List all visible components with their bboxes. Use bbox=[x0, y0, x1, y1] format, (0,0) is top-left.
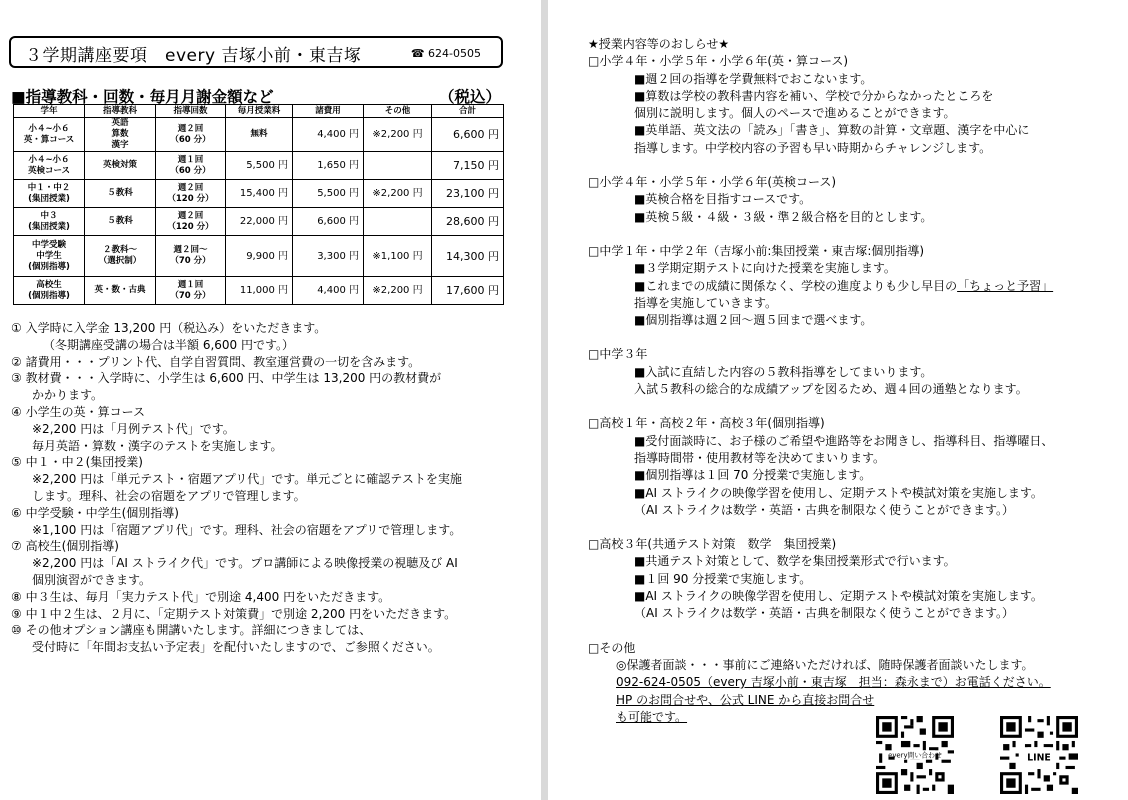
note-line: 受付時に「年間お支払い予定表」を配付いたしますので、ご参照ください。 bbox=[32, 640, 440, 655]
cell-tuition: 5,500 円 bbox=[226, 152, 293, 180]
section-line: 指導を実施していきます。 bbox=[634, 295, 778, 310]
section-title: □小学４年・小学５年・小学６年(英・算コース) bbox=[588, 54, 849, 69]
cell-tuition: 15,400 円 bbox=[226, 180, 293, 208]
cell-tuition: 11,000 円 bbox=[226, 277, 293, 305]
cell-grade: 中学受験 中学生 (個別指導) bbox=[14, 236, 85, 277]
note-line: ※2,200 円は「AI ストライク代」です。プロ講師による映像授業の視聴及び AI bbox=[32, 556, 458, 571]
section-line: ■個別指導は１回 70 分授業で実施します。 bbox=[634, 468, 872, 483]
contact-phone-line: 092-624-0505（every 吉塚小前・東吉塚 担当：森永まで）お電話ください。 bbox=[616, 675, 1051, 690]
section-line: ◎保護者面談・・・事前にご連絡いただければ、随時保護者面談いたします。 bbox=[616, 657, 1034, 672]
section-line: ■１回 90 分授業で実施します。 bbox=[634, 571, 812, 586]
section-line: ■英検合格を目指すコースです。 bbox=[634, 192, 812, 207]
cell-grade: 中１・中２ (集団授業) bbox=[14, 180, 85, 208]
section-line: ■AI ストライクの映像学習を使用し、定期テストや模試対策を実施します。 bbox=[634, 485, 1043, 500]
cell-count: 週２回 （60 分） bbox=[156, 118, 226, 152]
table-row bbox=[14, 208, 504, 236]
cell-count: 週１回 （60 分） bbox=[156, 152, 226, 180]
cell-count: 週２回 （120 分） bbox=[156, 208, 226, 236]
cell-subject: ５教科 bbox=[85, 208, 156, 236]
table-row bbox=[14, 236, 504, 277]
cell-tuition: 無料 bbox=[226, 118, 293, 152]
note-line: 個別演習ができます。 bbox=[32, 572, 152, 587]
section-line: （AI ストライクは数学・英語・古典を制限なく使うことができます。） bbox=[634, 606, 1015, 621]
cell-grade: 小４~小６ 英検コース bbox=[14, 152, 85, 180]
section-line: ■英単語、英文法の「読み」「書き」、算数の計算・文章題、漢字を中心に bbox=[634, 123, 1030, 138]
col-header: 諸費用 bbox=[293, 105, 364, 118]
line-qr-code[interactable] bbox=[1000, 716, 1078, 794]
fee-table-header-row bbox=[14, 105, 504, 118]
section-line-text: ■これまでの成績に関係なく、学校の進度よりも少し早目の bbox=[634, 278, 958, 293]
section-line: ■個別指導は週２回～週５回まで選べます。 bbox=[634, 313, 873, 328]
note-line: ⑥ 中学受験・中学生(個別指導) bbox=[11, 505, 179, 520]
note-line: （冬期講座受講の場合は半額 6,600 円です。） bbox=[43, 337, 295, 352]
section-line: 指導時間帯・使用教材等を決めてまいります。 bbox=[634, 450, 886, 465]
col-header: その他 bbox=[364, 105, 432, 118]
cell-tuition: 22,000 円 bbox=[226, 208, 293, 236]
note-line: ⑤ 中１・中２(集団授業) bbox=[11, 455, 143, 470]
cell-fees: 4,400 円 bbox=[293, 118, 364, 152]
cell-total: 23,100 円 bbox=[432, 180, 504, 208]
cell-tuition: 9,900 円 bbox=[226, 236, 293, 277]
early-prep-highlight: 「ちょっと予習」 bbox=[957, 278, 1054, 293]
note-line: ⑩ その他オプション講座も開講いたします。詳細につきましては、 bbox=[11, 623, 372, 638]
col-header: 指導回数 bbox=[156, 105, 226, 118]
section-title: □小学４年・小学５年・小学６年(英検コース) bbox=[588, 175, 837, 190]
cell-subject: ５教科 bbox=[85, 180, 156, 208]
section-line: 個別に説明します。個人のペースで進めることができます。 bbox=[634, 106, 956, 121]
cell-fees: 1,650 円 bbox=[293, 152, 364, 180]
info-sections bbox=[588, 36, 1128, 726]
cell-fees: 4,400 円 bbox=[293, 277, 364, 305]
note-line: ③ 教材費・・・入学時に、小学生は 6,600 円、中学生は 13,200 円の教材費が bbox=[11, 371, 442, 386]
table-row bbox=[14, 180, 504, 208]
cell-count: 週２回 （120 分） bbox=[156, 180, 226, 208]
cell-count: 週１回 （70 分） bbox=[156, 277, 226, 305]
section-line: ■AI ストライクの映像学習を使用し、定期テストや模試対策を実施します。 bbox=[634, 589, 1043, 604]
note-line: ⑦ 高校生(個別指導) bbox=[11, 539, 119, 554]
fee-section-title: ■指導教科・回数・毎月月謝金額など bbox=[11, 88, 274, 106]
cell-subject: ２教科～ （選択制） bbox=[85, 236, 156, 277]
contact-line: も可能です。 bbox=[616, 709, 688, 724]
section-line: ■受付面談時に、お子様のご希望や進路等をお聞きし、指導科目、指導曜日、 bbox=[634, 433, 1054, 448]
section-line: ■週２回の指導を学費無料でおこないます。 bbox=[634, 71, 873, 86]
cell-grade: 高校生 (個別指導) bbox=[14, 277, 85, 305]
col-header: 毎月授業料 bbox=[226, 105, 293, 118]
section-line: ■共通テスト対策として、数学を集団授業形式で行います。 bbox=[634, 554, 956, 569]
section-title: □中学１年・中学２年（吉塚小前:集団授業・東吉塚:個別指導) bbox=[588, 243, 925, 258]
section-title: □その他 bbox=[588, 640, 636, 655]
col-header: 合計 bbox=[432, 105, 504, 118]
fee-table bbox=[13, 104, 504, 305]
col-header: 指導教科 bbox=[85, 105, 156, 118]
note-line: ② 諸費用・・・プリント代、自学自習質問、教室運営費の一切を含みます。 bbox=[11, 354, 421, 369]
cell-other bbox=[364, 152, 432, 180]
cell-total: 14,300 円 bbox=[432, 236, 504, 277]
section-line: ■算数は学校の教科書内容を補い、学校で分からなかったところを bbox=[634, 88, 994, 103]
section-line bbox=[588, 278, 1128, 295]
note-line: ⑧ 中３生は、毎月「実力テスト代」で別途 4,400 円をいただきます。 bbox=[11, 589, 391, 604]
section-line: ■３学期定期テストに向けた授業を実施します。 bbox=[634, 261, 896, 276]
table-row bbox=[14, 152, 504, 180]
note-line: ⑨ 中１中２生は、２月に、「定期テスト対策費」で別途 2,200 円をいただきます。 bbox=[11, 606, 457, 621]
cell-fees: 3,300 円 bbox=[293, 236, 364, 277]
notes-list bbox=[11, 320, 531, 656]
table-row bbox=[14, 277, 504, 305]
section-line: （AI ストライクは数学・英語・古典を制限なく使うことができます。） bbox=[634, 502, 1015, 517]
cell-other bbox=[364, 208, 432, 236]
cell-subject: 英検対策 bbox=[85, 152, 156, 180]
note-line: ※1,100 円は「宿題アプリ代」です。理科、社会の宿題をアプリで管理します。 bbox=[32, 522, 462, 537]
cell-grade: 小４~小６ 英・算コース bbox=[14, 118, 85, 152]
page-title: ３学期講座要項 every 吉塚小前・東吉塚 bbox=[25, 46, 362, 66]
cell-fees: 5,500 円 bbox=[293, 180, 364, 208]
contact-line: HP のお問合せや、公式 LINE から直接お問合せ bbox=[616, 692, 875, 707]
cell-other: ※2,200 円 bbox=[364, 277, 432, 305]
cell-total: 6,600 円 bbox=[432, 118, 504, 152]
cell-other: ※2,200 円 bbox=[364, 118, 432, 152]
section-title: □中学３年 bbox=[588, 347, 648, 362]
section-line: 入試５教科の総合的な成績アップを図るため、週４回の通塾となります。 bbox=[634, 382, 1028, 397]
left-page bbox=[0, 0, 541, 800]
qr-label: LINE bbox=[1027, 752, 1051, 764]
cell-count: 週２回～ （70 分） bbox=[156, 236, 226, 277]
cell-subject: 英・数・古典 bbox=[85, 277, 156, 305]
note-line: 毎月英語・算数・漢字のテストを実施します。 bbox=[32, 438, 283, 453]
cell-other: ※1,100 円 bbox=[364, 236, 432, 277]
info-header: ★授業内容等のおしらせ★ bbox=[588, 37, 730, 51]
cell-total: 17,600 円 bbox=[432, 277, 504, 305]
note-line: します。理科、社会の宿題をアプリで管理します。 bbox=[32, 488, 306, 503]
cell-grade: 中３ (集団授業) bbox=[14, 208, 85, 236]
cell-total: 7,150 円 bbox=[432, 152, 504, 180]
section-line: ■入試に直結した内容の５教科指導をしてまいります。 bbox=[634, 364, 933, 379]
phone-number: 624-0505 bbox=[428, 47, 481, 60]
section-title: □高校３年(共通テスト対策 数学 集団授業) bbox=[588, 537, 837, 552]
right-page bbox=[548, 0, 1128, 800]
table-row bbox=[14, 118, 504, 152]
note-line: ※2,200 円は「単元テスト・宿題アプリ代」です。単元ごとに確認テストを実施 bbox=[32, 472, 462, 487]
tax-note: （税込） bbox=[438, 88, 501, 106]
cell-fees: 6,600 円 bbox=[293, 208, 364, 236]
section-title: □高校１年・高校２年・高校３年(個別指導) bbox=[588, 416, 825, 431]
note-line: ① 入学時に入学金 13,200 円（税込み）をいただきます。 bbox=[11, 321, 327, 335]
phone-icon: ☎ bbox=[410, 47, 425, 60]
note-line: ④ 小学生の英・算コース bbox=[11, 404, 145, 419]
section-line: 指導します。中学校内容の予習も早い時期からチャレンジします。 bbox=[634, 140, 992, 155]
cell-subject: 英語 算数 漢字 bbox=[85, 118, 156, 152]
cell-total: 28,600 円 bbox=[432, 208, 504, 236]
note-line: ※2,200 円は「月例テスト代」です。 bbox=[32, 421, 235, 436]
inquiry-qr-code[interactable] bbox=[876, 716, 954, 794]
col-header: 学年 bbox=[14, 105, 85, 118]
qr-label: every問い合わせ bbox=[888, 751, 942, 760]
cell-other: ※2,200 円 bbox=[364, 180, 432, 208]
section-line: ■英検５級・４級・３級・準２級合格を目的とします。 bbox=[634, 209, 933, 224]
note-line: かかります。 bbox=[32, 388, 104, 403]
title-box bbox=[9, 36, 503, 68]
title-phone bbox=[411, 47, 481, 60]
